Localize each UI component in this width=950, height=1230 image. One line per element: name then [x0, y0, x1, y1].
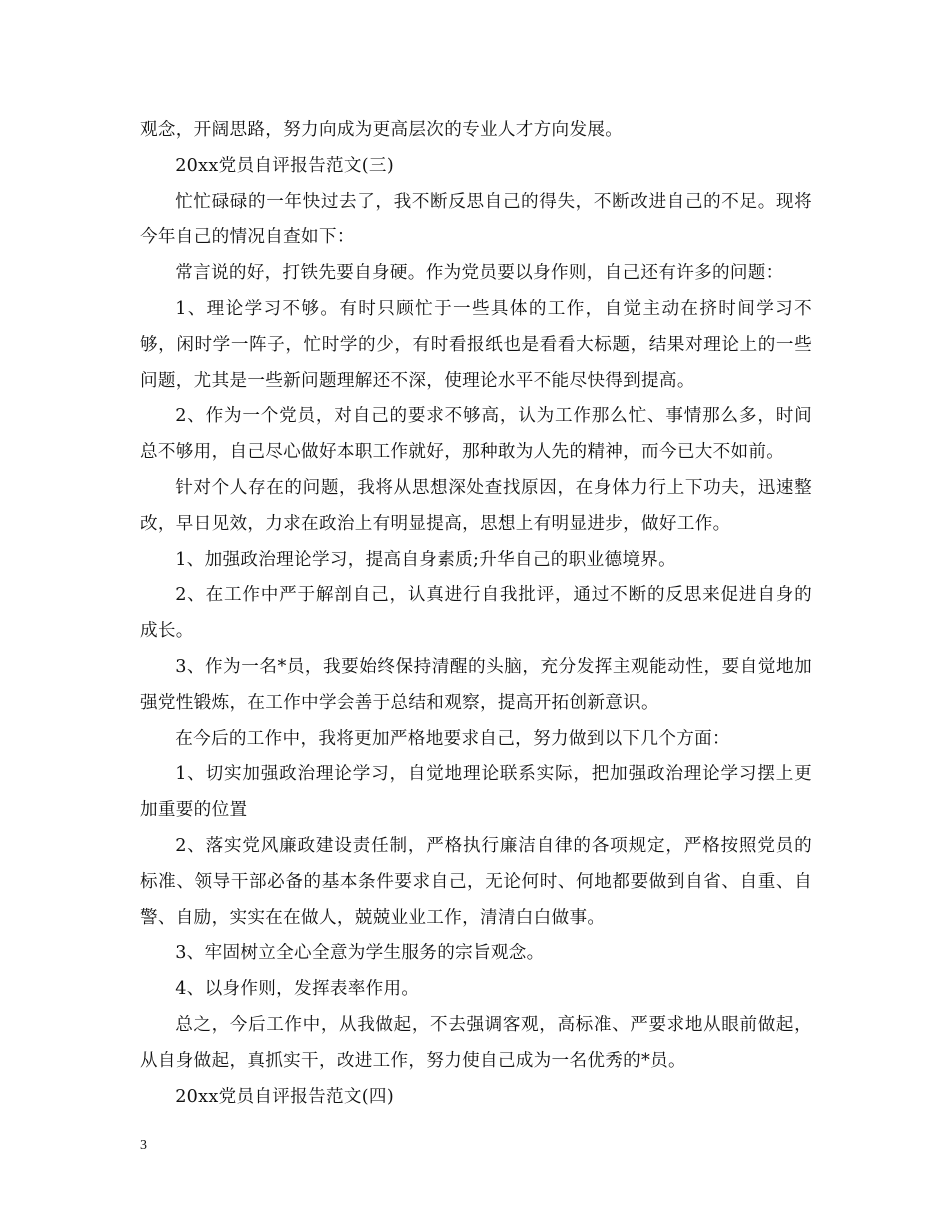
list-item: 4、以身作则，发挥表率作用。	[175, 979, 420, 1000]
section-heading-4: 20xx党员自评报告范文(四)	[175, 1086, 394, 1107]
list-item: 2、在工作中严于解剖自己，认真进行自我批评，通过不断的反思来促进自身的成长。	[140, 585, 812, 642]
page-number: 3	[140, 1138, 147, 1153]
document-body	[140, 113, 812, 1115]
paragraph: 在今后的工作中，我将更加严格地要求自己，努力做到以下几个方面：	[175, 728, 730, 749]
list-item: 1、加强政治理论学习，提高自身素质;升华自己的职业德境界。	[175, 549, 677, 570]
list-item: 2、落实党风廉政建设责任制，严格执行廉洁自律的各项规定，严格按照党员的标准、领导干部必备的基本条件要求自己，无论何时、何地都要做到自省、自重、自警、自励，实实在在做人，兢兢业业工作，清清白白做事。	[140, 835, 812, 928]
paragraph: 针对个人存在的问题，我将从思想深处查找原因，在身体力行上下功夫，迅速整改，早日见效，力求在政治上有明显提高，思想上有明显进步，做好工作。	[140, 477, 812, 534]
section-heading-3: 20xx党员自评报告范文(三)	[175, 155, 394, 176]
paragraph-continuation: 观念，开阔思路，努力向成为更高层次的专业人才方向发展。	[140, 120, 624, 140]
list-item: 1、理论学习不够。有时只顾忙于一些具体的工作，自觉主动在挤时间学习不够，闲时学一阵子，忙时学的少，有时看报纸也是看看大标题，结果对理论上的一些问题，尤其是一些新问题理解还不深，使理论水平不能尽快得到提高。	[140, 298, 812, 391]
list-item: 3、作为一名*员，我要始终保持清醒的头脑，充分发挥主观能动性，要自觉地加强党性锻炼，在工作中学会善于总结和观察，提高开拓创新意识。	[140, 656, 812, 713]
paragraph: 总之，今后工作中，从我做起，不去强调客观，高标准、严要求地从眼前做起，从自身做起，真抓实干，改进工作，努力使自己成为一名优秀的*员。	[140, 1014, 812, 1071]
paragraph: 常言说的好，打铁先要自身硬。作为党员要以身作则，自己还有许多的问题：	[175, 263, 784, 284]
list-item: 3、牢固树立全心全意为学生服务的宗旨观念。	[175, 943, 545, 964]
list-item: 1、切实加强政治理论学习，自觉地理论联系实际，把加强政治理论学习摆上更加重要的位置	[140, 764, 812, 821]
list-item: 2、作为一个党员，对自己的要求不够高，认为工作那么忙、事情那么多，时间总不够用，自己尽心做好本职工作就好，那种敢为人先的精神，而今已大不如前。	[140, 406, 812, 463]
paragraph: 忙忙碌碌的一年快过去了，我不断反思自己的得失，不断改进自己的不足。现将今年自己的情况自查如下：	[140, 191, 812, 248]
